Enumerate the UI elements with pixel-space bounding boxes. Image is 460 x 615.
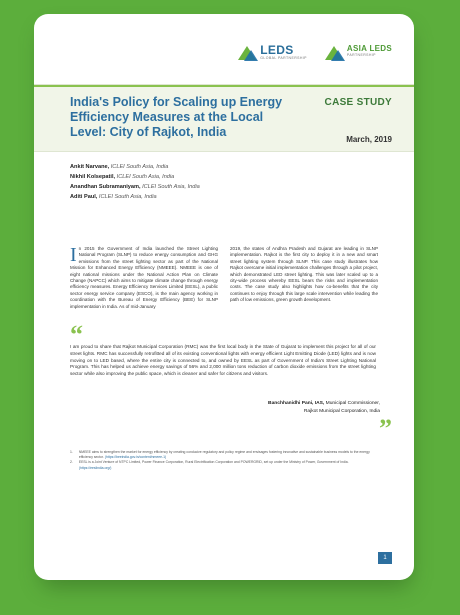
footnote-link[interactable]: (https://eeslindia.org/)	[78, 465, 112, 470]
pull-quote: I am proud to share that Rajkot Municipal Corporation (RMC) was the first local body in the State of Gujarat to implement this project for all of our street lights. RMC has successfully retrofitted all of its existing conventional lights with energy efficient Light Emitting Diode (LED) lights and is now moving on to LED based, where the entire city is connected to, and owned by EESL as part of Government of India's Street Lighting National Program. This has helped us achieve energy savings of 56% and 2,000 million tons reduction of carbon dioxide emissions from the street lighting sector while also improving the public space, which is cleaner and safer for citizens and visitors.	[70, 344, 376, 377]
author-item: Anandhan Subramaniyam, ICLEI South Asia, India	[70, 184, 200, 190]
author-list	[70, 162, 370, 202]
asia-leds-logo	[325, 44, 392, 62]
document-title: India's Policy for Scaling up Energy Efficiency Measures at the Local Level: City of Rajkot, India	[70, 95, 283, 139]
body-column-right: 2019, the states of Andhra Pradesh and Gujarat are leading in SLNP implementation. Rajkot is the first city to deploy it in a new and smart street lighting system through SLNP. This case study illustrates how Rajkot overcame initial implementation challenges through a pilot project, which demonstrated LED street lighting. This was later scaled up to a city-wide process whereby EESL bears the risks and implementation costs. The case study also highlights how co-benefits that the city continues to enjoy through this large scale intervention while leading the path of low emissions, green growth development.	[230, 246, 378, 303]
asia-leds-logo-icon	[325, 44, 343, 62]
logo-row	[238, 44, 392, 74]
asia-leds-logo-sub: PARTNERSHIP	[346, 53, 376, 57]
page-number: 1	[378, 552, 392, 564]
case-study-label: CASE STUDY	[324, 97, 392, 108]
publication-date: March, 2019	[346, 135, 392, 144]
footnote-link[interactable]: (https://beeindia.gov.in/content/nmeee-1)	[104, 455, 167, 460]
document-page	[34, 14, 414, 580]
body-column-left: In 2015 the Government of India launched the Street Lighting National Program (SLNP) to reduce energy consumption and GHG emissions from the street lighting sector as part of the National Mission for Enhanced Energy Efficiency (NMEEE). NMEEE is one of eight national missions under the National Action Plan on Climate Change (NAPCC) which aims to mitigate climate change through energy efficiency measures. Energy Efficiency Services Limited (EESL), a public sector energy service company (ESCO), is the main agency working in coordination with the Bureau of Energy Efficiency (BEE) for SLNP implementation in India. As of mid-January	[70, 244, 218, 309]
leds-logo-sub: GLOBAL PARTNERSHIP	[260, 56, 307, 60]
quote-author-role: Municipal Commissioner,	[325, 401, 380, 406]
quote-attribution	[268, 400, 380, 416]
title-band	[34, 84, 414, 152]
asia-leds-logo-name: ASIA LEDS	[346, 44, 392, 53]
close-quote-icon: ”	[379, 414, 392, 443]
quote-author-name: Banchhanidhi Pani, IAS,	[268, 401, 325, 406]
leds-logo-name: LEDS	[260, 43, 294, 57]
open-quote-icon: “	[70, 320, 83, 349]
footnote-item: 1. NMEEE aims to strengthen the market for energy efficiency by creating conducive regulatory and policy regime and envisages fostering innovative and sustainable business models to the energy efficiency sector. (https://beeindia.gov.in/content/nmeee-1)	[70, 450, 370, 460]
band-accent-line	[34, 85, 414, 87]
footnotes	[70, 450, 380, 471]
quote-author-org: Rajkot Municipal Corporation, India	[303, 409, 380, 414]
author-item: Nikhil Kolsepatil, ICLEI South Asia, India	[70, 174, 175, 180]
body-text	[70, 246, 378, 310]
leds-logo-icon	[238, 44, 256, 62]
leds-logo	[238, 44, 307, 62]
footnote-item: 2. EESL is a Joint Venture of NTPC Limited, Power Finance Corporation, Rural Electrification Corporation and POWERGRID, set up under the Ministry of Power, Government of India. (https://eeslindia.org/)	[70, 460, 349, 470]
author-item: Ankit Narvane, ICLEI South Asia, India	[70, 164, 169, 170]
author-item: Aditi Paul, ICLEI South Asia, India	[70, 194, 157, 200]
